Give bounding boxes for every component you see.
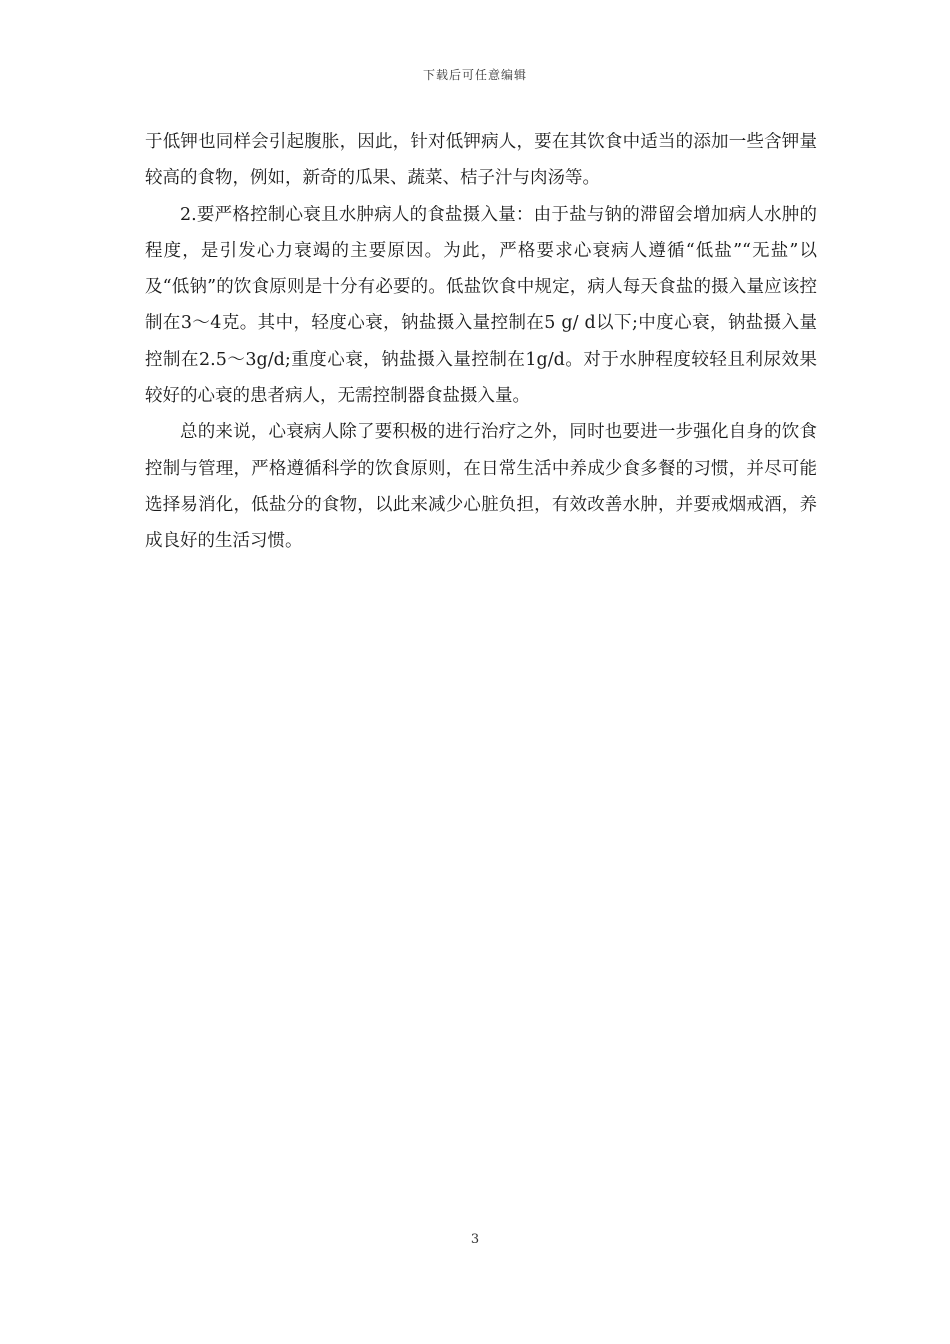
page-header: 下载后可任意编辑: [422, 68, 527, 82]
paragraph-continuation: 于低钾也同样会引起腹胀，因此，针对低钾病人，要在其饮食中适当的添加一些含钾量较高的食物，例如，新奇的瓜果、蔬菜、桔子汁与肉汤等。: [145, 132, 817, 189]
paragraph-summary: 总的来说，心衰病人除了要积极的进行治疗之外，同时也要进一步强化自身的饮食控制与管理，严格遵循科学的饮食原则，在日常生活中养成少食多餐的习惯，并尽可能选择易消化，低盐分的食物，以此来减少心脏负担，有效改善水肿，并要戒烟戒酒，养成良好的生活习惯。: [145, 422, 817, 552]
paragraph-salt-control: 2.要严格控制心衰且水肿病人的食盐摄入量：由于盐与钠的滞留会增加病人水肿的程度，是引发心力衰竭的主要原因。为此，严格要求心衰病人遵循“低盐”“无盐”以及“低钠”的饮食原则是十分有必要的。低盐饮食中规定，病人每天食盐的摄入量应该控制在3～4克。其中，轻度心衰，钠盐摄入量控制在5 g/ d以下;中度心衰，钠盐摄入量控制在2.5～3g/d;重度心衰，钠盐摄入量控制在1g/d。对于水肿程度较轻且利尿效果较好的心衰的患者病人，无需控制器食盐摄入量。: [145, 204, 817, 407]
page-number: 3: [470, 1232, 480, 1247]
document-body: [145, 124, 817, 560]
